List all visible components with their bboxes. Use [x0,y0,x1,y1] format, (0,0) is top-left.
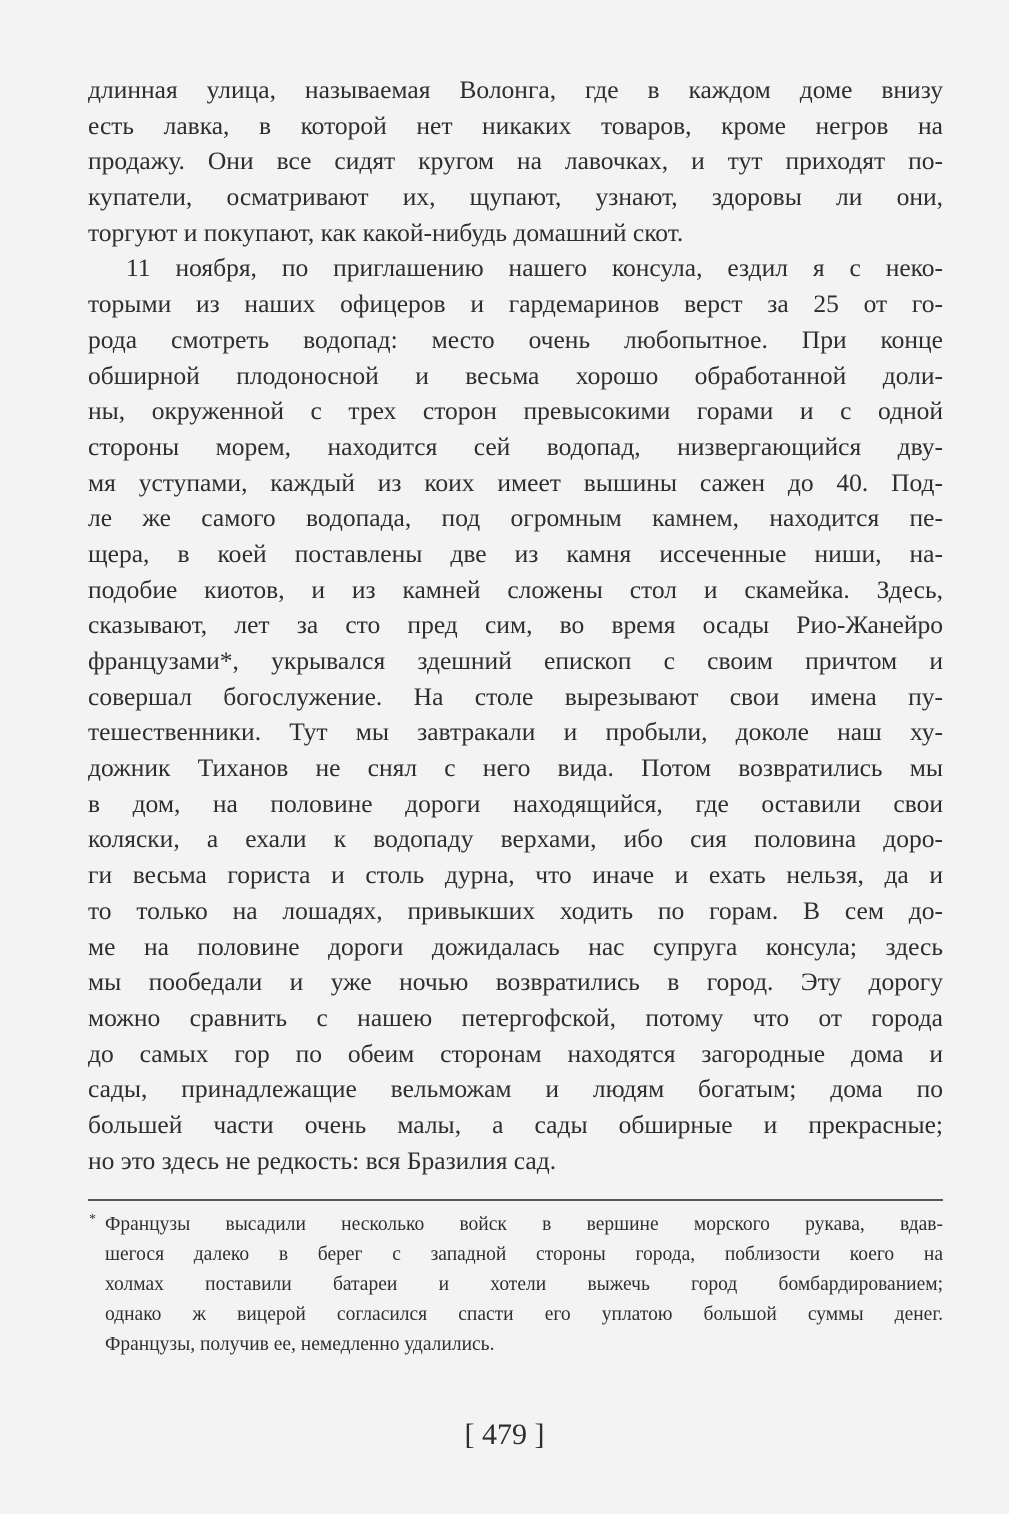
text-line: рода смотреть водопад: место очень любопытное. При конце [88,324,943,354]
footnote-line: холмах поставили батареи и хотели выжечь город бомбардированием; [105,1274,943,1295]
text-line: торгуют и покупают, как какой-нибудь домашний скот. [88,217,684,247]
page-number: [ 479 ] [464,1418,545,1451]
text-line: щера, в коей поставлены две из камня иссеченные ниши, на- [88,538,943,568]
text-line: мя уступами, каждый из коих имеет вышины сажен до 40. Под- [88,467,943,497]
text-line: обширной плодоносной и весьма хорошо обработанной доли- [88,360,943,390]
text-line: сады, принадлежащие вельможам и людям богатым; дома по [88,1074,943,1104]
text-line: стороны морем, находится сей водопад, низвергающийся дву- [88,431,943,461]
footnote-divider [88,1199,943,1201]
text-line: можно сравнить с нашею петергофской, потому что от города [88,1002,943,1032]
text-line: ны, окруженной с трех сторон превысокими горами и с одной [88,396,943,426]
text-line: длинная улица, называемая Волонга, где в каждом доме внизу [88,75,943,104]
footnote-line: шегося далеко в берег с западной стороны города, поблизости коего на [105,1244,943,1265]
footnote-line: Французы, получив ее, немедленно удалились. [105,1334,495,1355]
footnote-line: однако ж вицерой согласился спасти его уплатою большой суммы денег. [105,1304,943,1325]
text-line: купатели, осматривают их, щупают, узнают, здоровы ли они, [88,182,943,212]
text-line: 11 ноября, по приглашению нашего консула, ездил я с неко- [126,253,943,283]
text-line: ме на половине дороги дожидалась нас супруга консула; здесь [88,931,943,961]
main-text [88,72,943,1178]
text-line: до самых гор по обеим сторонам находятся загородные дома и [88,1038,943,1068]
footnote-first-line [89,1210,943,1240]
text-line: коляски, а ехали к водопаду верхами, ибо сия половина доро- [88,824,943,854]
text-line: подобие киотов, и из камней сложены стол и скамейка. Здесь, [88,574,943,604]
text-line: но это здесь не редкость: вся Бразилия сад. [88,1145,557,1175]
text-line: в дом, на половине дороги находящийся, где оставили свои [88,788,943,818]
footnote-marker: * [89,1212,96,1227]
footnote-line-text: Французы высадили несколько войск в вершине морского рукава, вдав- [105,1214,943,1235]
text-line: ле же самого водопада, под огромным камнем, находится пе- [88,503,943,533]
text-line: французами*, укрывался здешний епископ с своим причтом и [88,646,943,675]
text-line: совершал богослужение. На столе вырезывают свои имена пу- [88,681,943,711]
footnote [89,1210,943,1360]
text-line: есть лавка, в которой нет никаких товаров, кроме негров на [88,110,943,140]
text-line: торыми из наших офицеров и гардемаринов верст за 25 от го- [88,289,943,319]
text-line: то только на лошадях, привыкших ходить по горам. В сем до- [88,895,943,925]
text-line: ги весьма гориста и столь дурна, что иначе и ехать нельзя, да и [88,860,943,890]
text-line: большей части очень малы, а сады обширные и прекрасные; [88,1109,943,1139]
text-line: мы пообедали и уже ночью возвратились в город. Эту дорогу [88,967,943,997]
text-line: сказывают, лет за сто пред сим, во время осады Рио-Жанейро [88,610,943,640]
text-line: продажу. Они все сидят кругом на лавочках, и тут приходят по- [88,146,943,176]
text-line: тешественники. Тут мы завтракали и пробыли, доколе наш ху- [88,717,943,747]
text-line: дожник Тиханов не снял с него вида. Потом возвратились мы [88,753,943,783]
